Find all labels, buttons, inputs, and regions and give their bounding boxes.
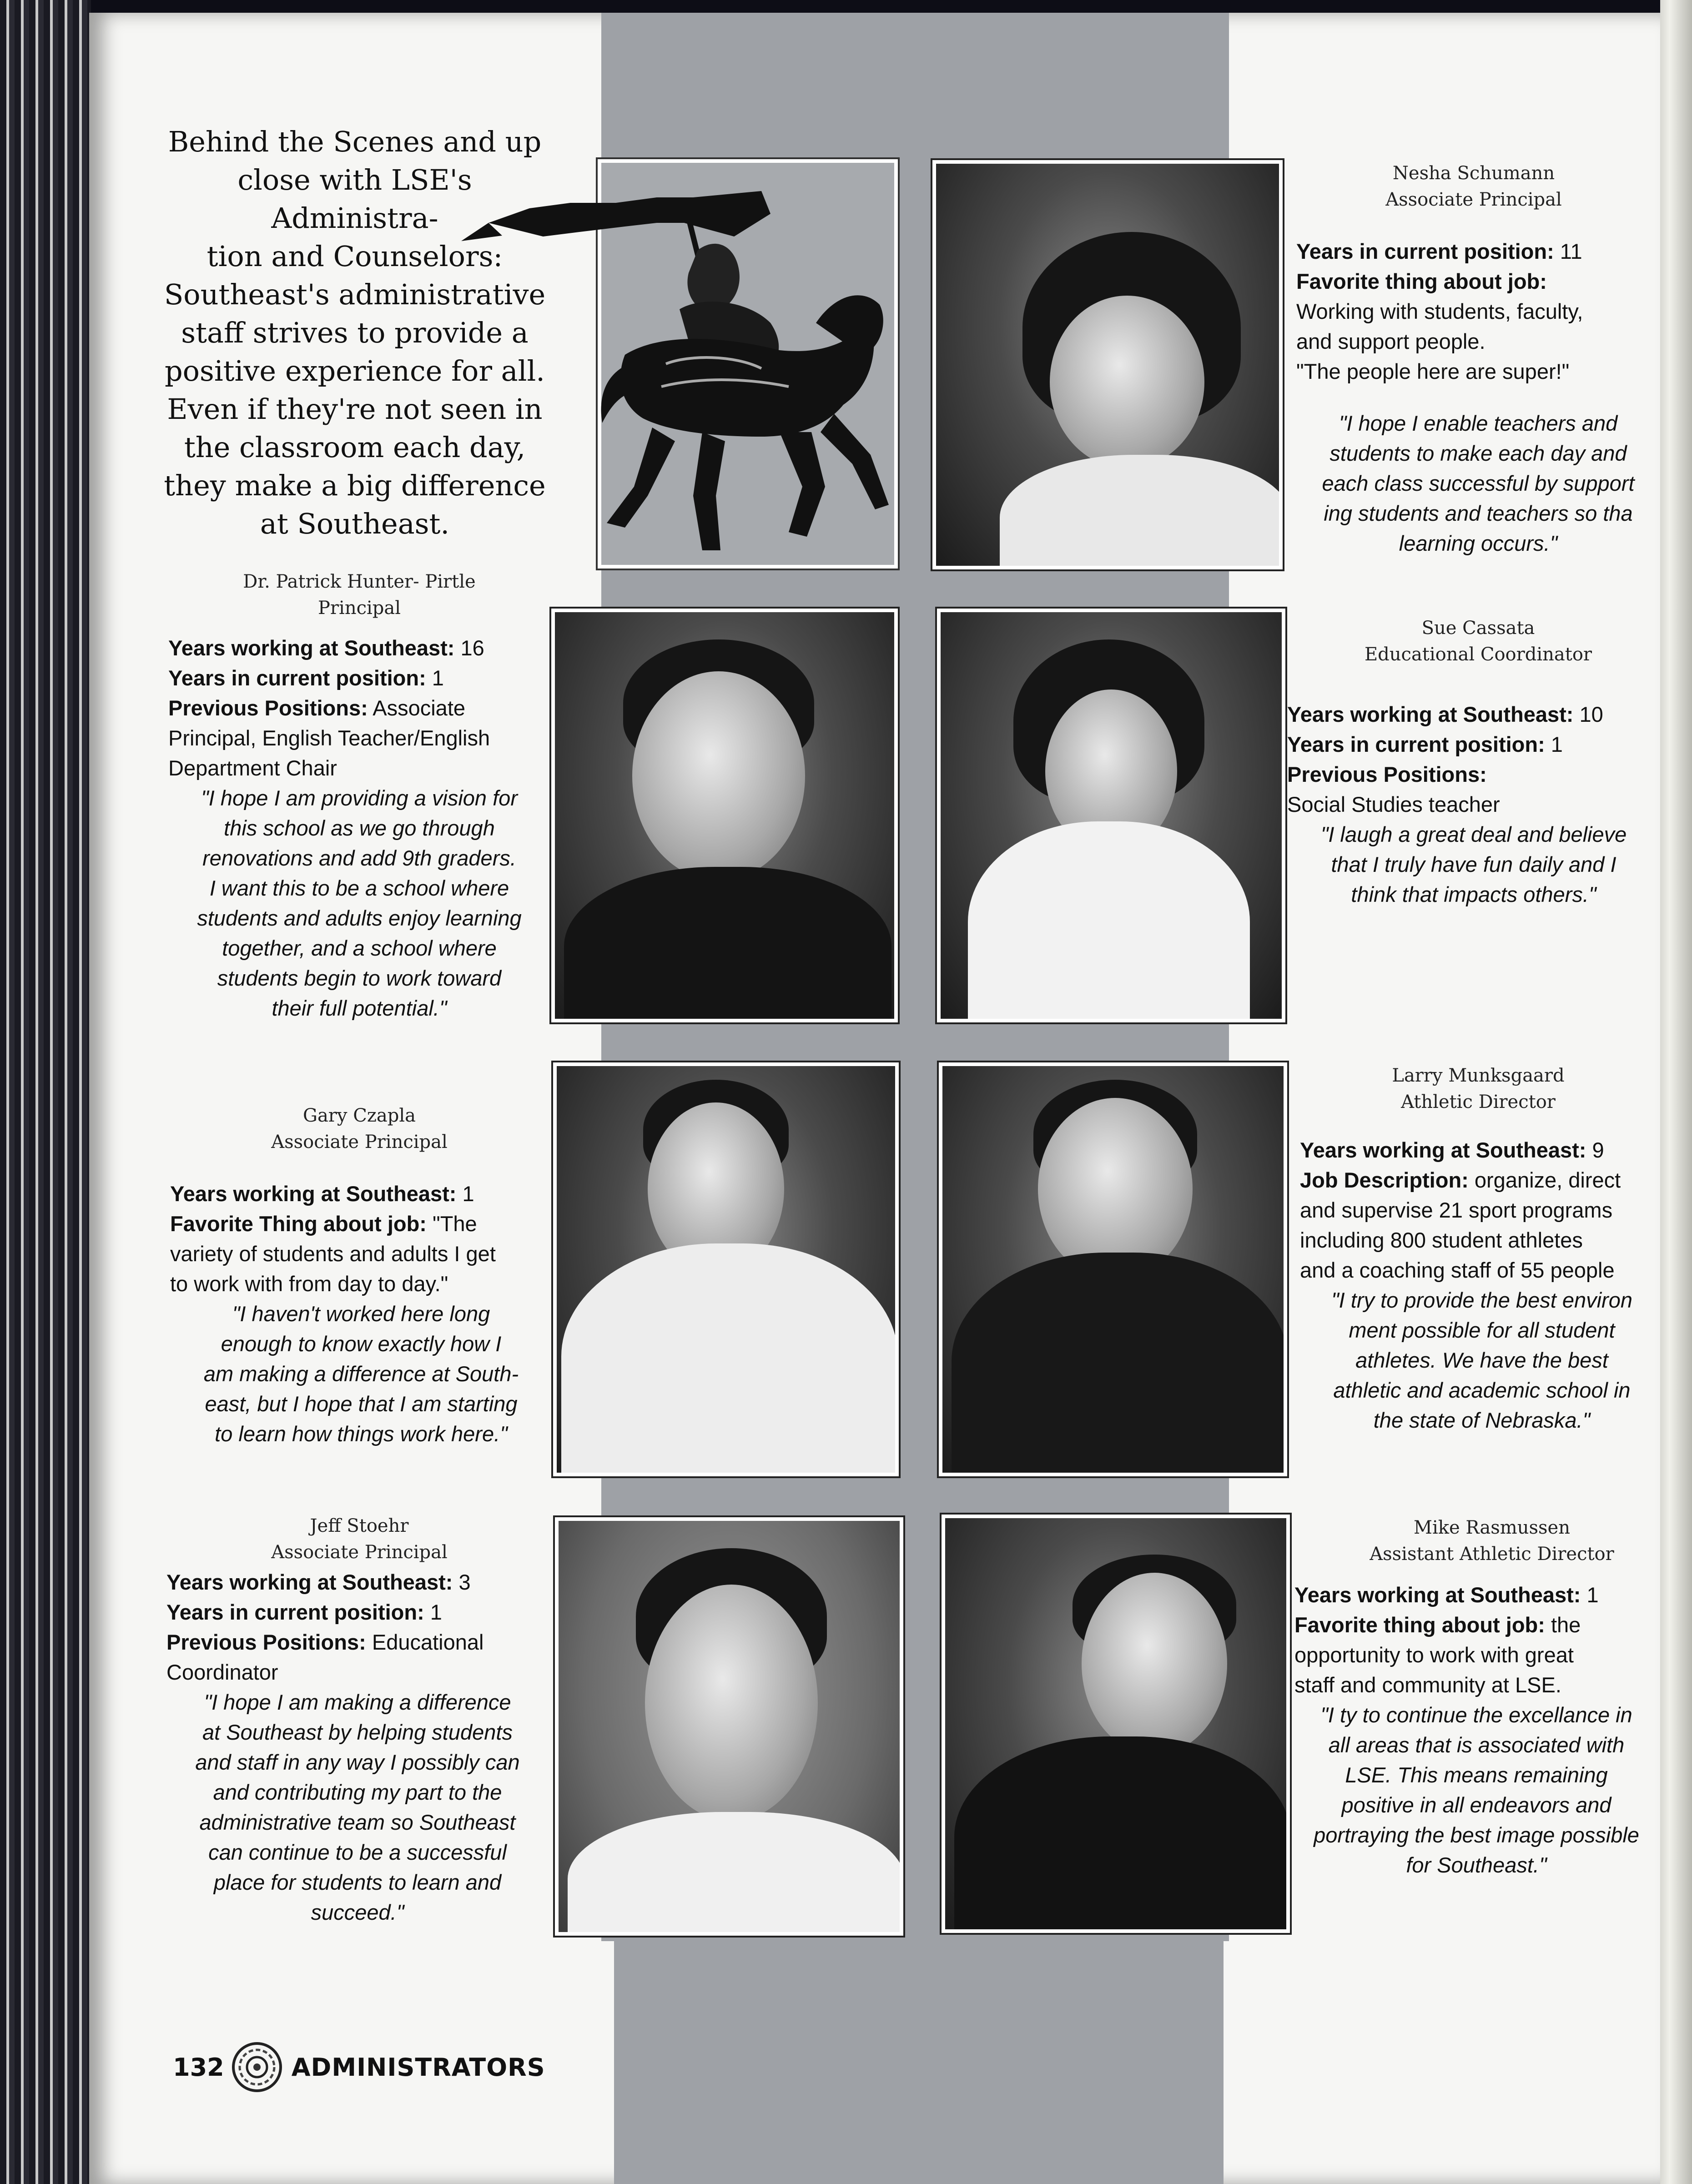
detail-line: and supervise 21 sport programs	[1300, 1198, 1613, 1222]
detail-value: 9	[1586, 1138, 1604, 1162]
person-name: Dr. Patrick Hunter- Pirtle	[243, 571, 476, 592]
profile-details-pirtle	[168, 633, 550, 1023]
detail-label: Years working at Southeast:	[1287, 702, 1574, 726]
person-name: Nesha Schumann	[1392, 163, 1555, 184]
intro-line: Even if they're not seen in	[167, 393, 543, 426]
detail-label: Years working at Southeast:	[1300, 1138, 1586, 1162]
detail-line	[1294, 1610, 1658, 1640]
detail-label: Previous Positions:	[166, 1630, 366, 1654]
profile-details-czapla	[170, 1179, 552, 1449]
intro-line: they make a big difference	[164, 469, 546, 502]
detail-value: "The	[426, 1212, 477, 1236]
quote-line: I want this to be a school where	[209, 876, 509, 900]
detail-label: Years working at Southeast:	[170, 1182, 457, 1206]
quote-line: ment possible for all student	[1349, 1318, 1615, 1342]
quote-line: at Southeast by helping students	[202, 1720, 513, 1744]
quote-line: "I haven't worked here long	[232, 1302, 490, 1326]
book-spine	[0, 0, 91, 2184]
quote-line: "I laugh a great deal and believe	[1320, 822, 1627, 846]
detail-line: Principal, English Teacher/English	[168, 726, 490, 750]
detail-label: Years working at Southeast:	[168, 636, 455, 660]
quote-line: "I try to provide the best environ	[1331, 1288, 1632, 1312]
detail-label: Favorite thing about job:	[1294, 1613, 1545, 1637]
person-name: Sue Cassata	[1421, 618, 1535, 639]
quote-line: place for students to learn and	[213, 1870, 502, 1894]
detail-line	[1287, 699, 1660, 730]
photo-rasmussen	[942, 1515, 1290, 1933]
detail-line	[1287, 730, 1660, 760]
photo-sweater	[561, 1243, 898, 1476]
quote-line: "I hope I am providing a vision for	[201, 786, 518, 810]
photo-cassata	[937, 609, 1285, 1022]
detail-value: 1	[1581, 1583, 1599, 1607]
intro-line: Southeast's administrative	[164, 278, 546, 311]
photo-shirt	[564, 867, 891, 1022]
profile-name	[1287, 615, 1669, 668]
intro-line: tion and Counselors:	[206, 240, 503, 273]
intro-line: at Southeast.	[260, 507, 450, 540]
quote-line: each class successful by support	[1322, 471, 1635, 495]
detail-value: Educational	[366, 1630, 484, 1654]
photo-czapla	[553, 1062, 899, 1476]
photo-shirt	[952, 1253, 1287, 1476]
detail-label: Previous Positions:	[168, 696, 368, 720]
intro-line: Behind the Scenes and up	[168, 125, 542, 158]
person-title: Principal	[317, 598, 401, 619]
quote-line: athletic and academic school in	[1333, 1378, 1631, 1402]
detail-line	[1300, 1135, 1664, 1165]
detail-value: 10	[1573, 702, 1603, 726]
page-number: 132	[173, 2053, 224, 2082]
person-name: Gary Czapla	[302, 1105, 416, 1126]
person-title: Associate Principal	[271, 1132, 448, 1152]
quote-line: that I truly have fun daily and I	[1331, 852, 1616, 876]
detail-line	[1294, 1580, 1658, 1610]
detail-value: 1	[1545, 732, 1563, 756]
quote-line: "I hope I enable teachers and	[1339, 411, 1618, 435]
profile-name	[168, 1513, 550, 1565]
quote-line: positive in all endeavors and	[1341, 1793, 1611, 1817]
quote-line: athletes. We have the best	[1355, 1348, 1608, 1372]
detail-line: Department Chair	[168, 756, 337, 780]
profile-name	[1283, 160, 1665, 213]
quote-line: and staff in any way I possibly can	[195, 1750, 520, 1774]
detail-line	[168, 663, 550, 693]
quote-line: ing students and teachers so tha	[1324, 501, 1633, 525]
detail-line: Social Studies teacher	[1287, 792, 1500, 816]
person-name: Mike Rasmussen	[1414, 1517, 1570, 1538]
quote-line: renovations and add 9th graders.	[202, 846, 516, 870]
detail-label: Years working at Southeast:	[166, 1570, 453, 1594]
photo-schumann	[932, 160, 1283, 569]
quote-line: succeed."	[311, 1900, 404, 1924]
quote-line: students to make each day and	[1329, 441, 1627, 465]
swirl-emblem-icon	[230, 2040, 284, 2094]
profile-name	[1301, 1515, 1683, 1567]
profile-details-stoehr	[166, 1567, 549, 1927]
person-name: Larry Munksgaard	[1392, 1065, 1565, 1086]
detail-line	[166, 1627, 549, 1657]
detail-value: 3	[453, 1570, 471, 1594]
detail-line: to work with from day to day."	[170, 1272, 448, 1296]
person-title: Assistant Athletic Director	[1370, 1544, 1614, 1565]
quote-line: their full potential."	[272, 996, 447, 1020]
detail-line	[170, 1179, 552, 1209]
quote-line: to learn how things work here."	[215, 1422, 508, 1446]
photo-munksgaard	[939, 1062, 1287, 1476]
profile-details-rasmussen	[1294, 1580, 1658, 1880]
detail-line: and a coaching staff of 55 people	[1300, 1258, 1615, 1282]
detail-label: Favorite Thing about job:	[170, 1212, 427, 1236]
photo-face	[645, 1585, 818, 1821]
photo-face	[1082, 1573, 1227, 1755]
detail-line	[1300, 1165, 1664, 1195]
quote-line: LSE. This means remaining	[1345, 1763, 1608, 1787]
quote-line: "I hope I am making a difference	[204, 1690, 511, 1714]
detail-value: 16	[454, 636, 484, 660]
detail-label: Years working at Southeast:	[1294, 1583, 1581, 1607]
person-title: Educational Coordinator	[1364, 644, 1592, 665]
detail-line	[168, 633, 550, 663]
quote-line: enough to know exactly how I	[221, 1332, 502, 1356]
detail-line: Coordinator	[166, 1660, 278, 1684]
quote-line: am making a difference at South-	[203, 1362, 519, 1386]
mascot-panel	[598, 159, 898, 569]
person-title: Athletic Director	[1401, 1092, 1556, 1112]
detail-value: 1	[456, 1182, 474, 1206]
detail-line	[1296, 237, 1660, 267]
quote-line: administrative team so Southeast	[199, 1810, 516, 1834]
detail-line	[166, 1567, 549, 1597]
page-footer	[173, 2042, 545, 2092]
quote-line: this school as we go through	[224, 816, 495, 840]
detail-value: organize, direct	[1468, 1168, 1621, 1192]
photo-pirtle	[551, 609, 898, 1022]
quote-line: for Southeast."	[1406, 1853, 1547, 1877]
detail-label: Favorite thing about job:	[1296, 269, 1547, 293]
section-title: ADMINISTRATORS	[291, 2053, 545, 2082]
quote-line: think that impacts others."	[1351, 882, 1596, 906]
quote-line: learning occurs."	[1399, 531, 1558, 555]
detail-label: Years in current position:	[166, 1600, 424, 1624]
photo-shirt	[954, 1736, 1290, 1933]
detail-value: 11	[1554, 239, 1582, 263]
detail-line: Working with students, faculty,	[1296, 299, 1583, 323]
detail-line	[168, 693, 550, 723]
detail-line	[170, 1209, 552, 1239]
knight-on-horse-icon	[598, 159, 898, 569]
quote-line: students and adults enjoy learning	[197, 906, 522, 930]
intro-line: close with LSE's Administra-	[237, 163, 472, 235]
photo-sweater	[968, 821, 1250, 1022]
detail-label: Years in current position:	[1287, 732, 1545, 756]
intro-line: the classroom each day,	[184, 431, 526, 464]
photo-face	[632, 671, 805, 881]
profile-details-schumann	[1296, 237, 1660, 559]
detail-value: 1	[426, 666, 444, 690]
profile-details-cassata	[1287, 699, 1660, 910]
detail-line	[1296, 267, 1660, 297]
person-name: Jeff Stoehr	[310, 1515, 409, 1536]
intro-line: staff strives to provide a	[181, 316, 529, 349]
quote-line: and contributing my part to the	[213, 1780, 502, 1804]
detail-line: variety of students and adults I get	[170, 1242, 496, 1266]
profile-details-munksgaard	[1300, 1135, 1664, 1435]
quote-line: together, and a school where	[222, 936, 497, 960]
detail-label: Years in current position:	[1296, 239, 1554, 263]
intro-paragraph	[150, 123, 559, 543]
quote-line: east, but I hope that I am starting	[205, 1392, 518, 1416]
person-title: Associate Principal	[271, 1542, 448, 1563]
quote-line: can continue to be a successful	[208, 1840, 507, 1864]
quote-line: students begin to work toward	[217, 966, 502, 990]
detail-line: "The people here are super!"	[1296, 359, 1570, 383]
detail-line	[166, 1597, 549, 1627]
photo-shirt	[568, 1812, 903, 1936]
detail-value: the	[1545, 1613, 1581, 1637]
detail-line: including 800 student athletes	[1300, 1228, 1583, 1252]
detail-line: staff and community at LSE.	[1294, 1673, 1561, 1697]
quote-line: the state of Nebraska."	[1373, 1408, 1591, 1432]
detail-line	[1287, 760, 1660, 790]
quote-line: all areas that is associated with	[1328, 1733, 1625, 1757]
backdrop-band-bottom	[614, 1933, 1224, 2184]
quote-line: "I ty to continue the excellance in	[1320, 1703, 1632, 1727]
detail-label: Previous Positions:	[1287, 762, 1487, 786]
profile-name	[168, 1102, 550, 1155]
photo-stoehr	[555, 1517, 903, 1936]
intro-line: positive experience for all.	[164, 354, 545, 387]
profile-name	[168, 569, 550, 621]
detail-line: opportunity to work with great	[1294, 1643, 1574, 1667]
detail-label: Years in current position:	[168, 666, 426, 690]
detail-value: 1	[424, 1600, 442, 1624]
photo-jacket	[1000, 455, 1283, 569]
person-title: Associate Principal	[1385, 189, 1562, 210]
photo-face	[1050, 296, 1204, 468]
profile-name	[1287, 1062, 1669, 1115]
detail-value: Associate	[368, 696, 466, 720]
quote-line: portraying the best image possible	[1314, 1823, 1639, 1847]
detail-label: Job Description:	[1300, 1168, 1469, 1192]
detail-line: and support people.	[1296, 329, 1486, 353]
